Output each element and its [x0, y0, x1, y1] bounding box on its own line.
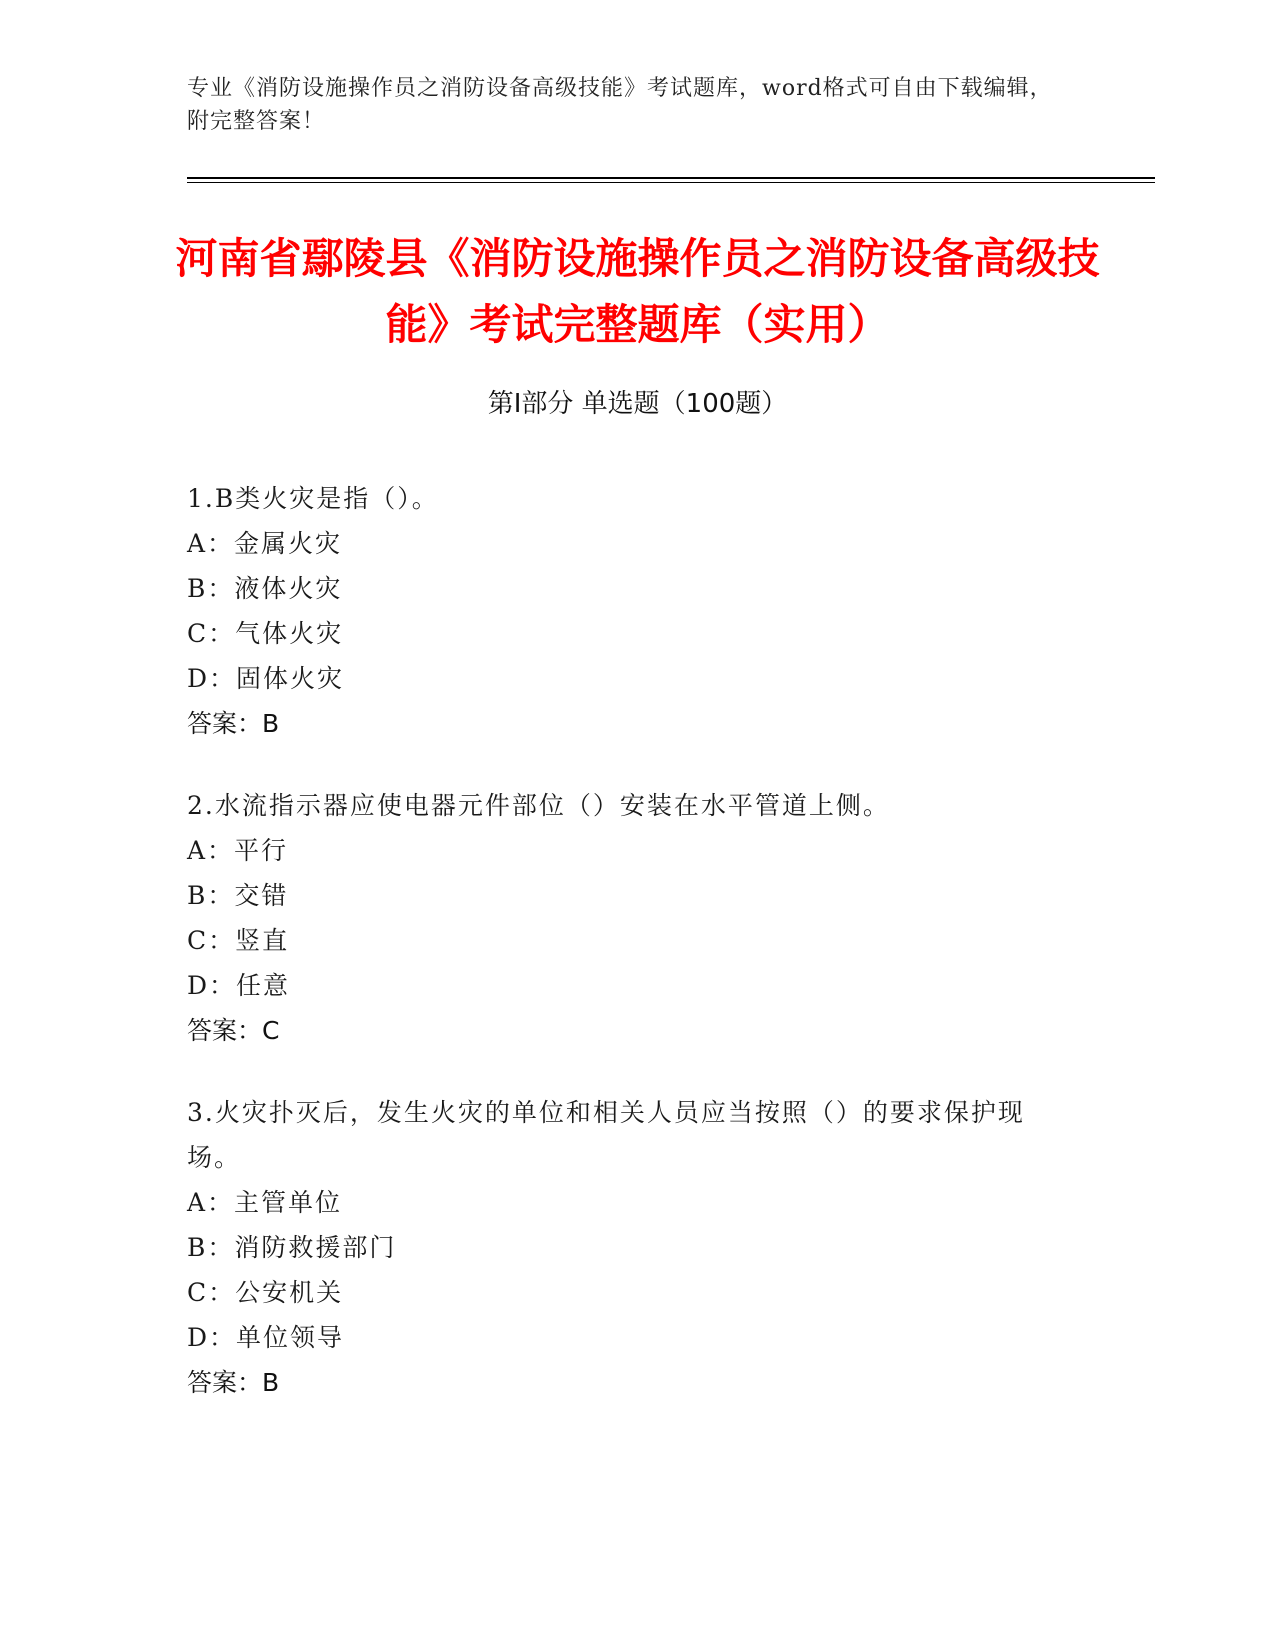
header-note: 专业《消防设施操作员之消防设备高级技能》考试题库，word格式可自由下载编辑，附完整答案！ — [187, 76, 1053, 134]
header-rule-thin — [187, 182, 1155, 183]
question-stem: 3.火灾扑灭后，发生火灾的单位和相关人员应当按照（）的要求保护现场。 — [187, 1098, 1025, 1172]
option-d: D：单位领导 — [187, 1323, 345, 1352]
question-3 — [187, 1090, 1067, 1405]
answer-line: 答案：B — [187, 709, 280, 738]
question-stem: 2.水流指示器应使电器元件部位（）安装在水平管道上侧。 — [187, 791, 890, 820]
option-d: D：固体火灾 — [187, 664, 345, 693]
question-list — [187, 476, 1067, 1442]
answer-line: 答案：B — [187, 1368, 280, 1397]
question-stem: 1.B类火灾是指（）。 — [187, 484, 439, 513]
option-a: A：平行 — [187, 836, 289, 865]
option-c: C：气体火灾 — [187, 619, 344, 648]
question-2 — [187, 783, 1067, 1053]
section-heading: 第Ⅰ部分 单选题（100题） — [487, 389, 788, 419]
option-d: D：任意 — [187, 971, 291, 1000]
option-c: C：公安机关 — [187, 1278, 344, 1307]
option-a: A：主管单位 — [187, 1188, 343, 1217]
answer-line: 答案：C — [187, 1016, 280, 1045]
option-b: B：消防救援部门 — [187, 1233, 397, 1262]
option-c: C：竖直 — [187, 926, 290, 955]
question-1 — [187, 476, 1067, 746]
option-b: B：液体火灾 — [187, 574, 343, 603]
option-a: A：金属火灾 — [187, 529, 343, 558]
document-title: 河南省鄢陵县《消防设施操作员之消防设备高级技能》考试完整题库（实用） — [175, 234, 1100, 349]
header-rule-thick — [187, 177, 1155, 179]
option-b: B：交错 — [187, 881, 289, 910]
